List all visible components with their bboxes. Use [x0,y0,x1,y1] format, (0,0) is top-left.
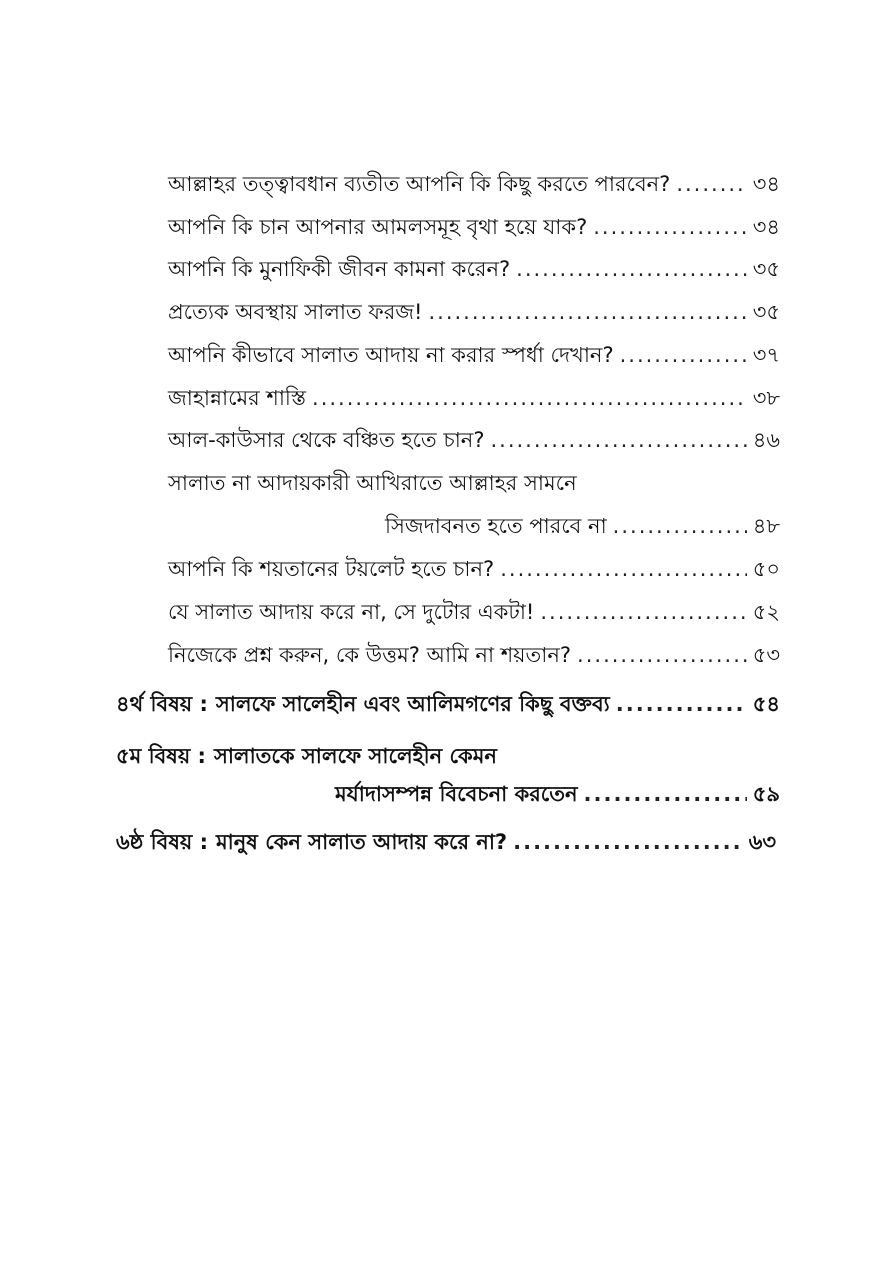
chapter-head: ৫ম বিষয় : [116,744,206,768]
dot-leader [490,428,746,452]
entry-title: নিজেকে প্রশ্ন করুন, কে উত্তম? আমি না শয়তান? [168,643,572,667]
entry-title: প্রত্যেক অবস্থায় সালাত ফরজ! [168,300,423,324]
toc-entry[interactable] [168,424,780,459]
dot-leader [616,692,747,716]
toc-entry[interactable] [168,168,780,203]
page-number: ৩৫ [752,300,780,324]
chapter-title: মানুষ কেন সালাত আদায় করে না? [216,830,508,854]
dot-leader [540,600,746,624]
dot-leader [613,514,747,538]
page-number: ৩৭ [752,343,780,367]
toc-entry-line2[interactable] [385,510,780,545]
entry-title: আপনি কীভাবে সালাত আদায় না করার স্পর্ধা দেখান? [168,343,614,367]
toc-entry[interactable] [168,339,780,374]
page-number: ৪৮ [752,514,780,538]
page-number: ৩৪ [752,172,780,196]
dot-leader [593,215,747,239]
page-number: ৫২ [752,600,780,624]
toc-entry-line1[interactable] [168,467,577,502]
toc-entry[interactable] [168,639,780,674]
page-number: ৫৯ [752,782,780,806]
entry-title: আপনি কি মুনাফিকী জীবন কামনা করেন? [168,257,511,281]
chapter-title-continued: মর্যাদাসম্পন্ন বিবেচনা করতেন [335,782,578,806]
chapter-entry[interactable] [116,826,776,861]
toc-entry[interactable] [168,382,780,417]
chapter-title: সালফে সালেহীন এবং আলিমগণের কিছু বক্তব্য [215,692,610,716]
toc-entry[interactable] [168,296,780,331]
chapter-head: ৪র্থ বিষয় : [116,692,208,716]
dot-leader [516,257,747,281]
entry-title: আল্লাহর তত্ত্বাবধান ব্যতীত আপনি কি কিছু করতে পারবেন? [168,172,671,196]
entry-title: জাহান্নামের শাস্তি [168,386,307,410]
dot-leader [620,343,747,367]
chapter-entry-line1[interactable] [116,740,780,775]
dot-leader [584,782,747,806]
entry-title: আপনি কি শয়তানের টয়লেট হতে চান? [168,557,495,581]
chapter-entry[interactable] [116,688,780,723]
toc-entry[interactable] [168,253,780,288]
entry-title-continued: সিজদাবনত হতে পারবে না [385,514,607,538]
page-number: ৪৬ [752,428,780,452]
page-number: ৫৪ [752,692,780,716]
dot-leader [428,300,746,324]
chapter-title: সালাতকে সালফে সালেহীন কেমন [213,744,497,768]
entry-title: আল-কাউসার থেকে বঞ্চিত হতে চান? [168,428,485,452]
toc-entry[interactable] [168,211,780,246]
page-number: ৫০ [752,557,780,581]
page-number: ৩৮ [752,386,780,410]
dot-leader [676,172,746,196]
entry-title: আপনি কি চান আপনার আমলসমূহ বৃথা হয়ে যাক? [168,215,588,239]
dot-leader [577,643,747,667]
page-number: ৬৩ [748,830,776,854]
entry-title: সালাত না আদায়কারী আখিরাতে আল্লাহর সামনে [168,471,577,495]
dot-leader [513,830,743,854]
dot-leader [500,557,747,581]
page-number: ৩৫ [752,257,780,281]
page-number: ৩৪ [752,215,780,239]
dot-leader [312,386,747,410]
chapter-head: ৬ষ্ঠ বিষয় : [116,830,209,854]
toc-entry[interactable] [168,553,780,588]
toc-entry[interactable] [168,596,780,631]
entry-title: যে সালাত আদায় করে না, সে দুটোর একটা! [168,600,535,624]
page-number: ৫৩ [752,643,780,667]
chapter-entry-line2[interactable] [335,778,780,813]
